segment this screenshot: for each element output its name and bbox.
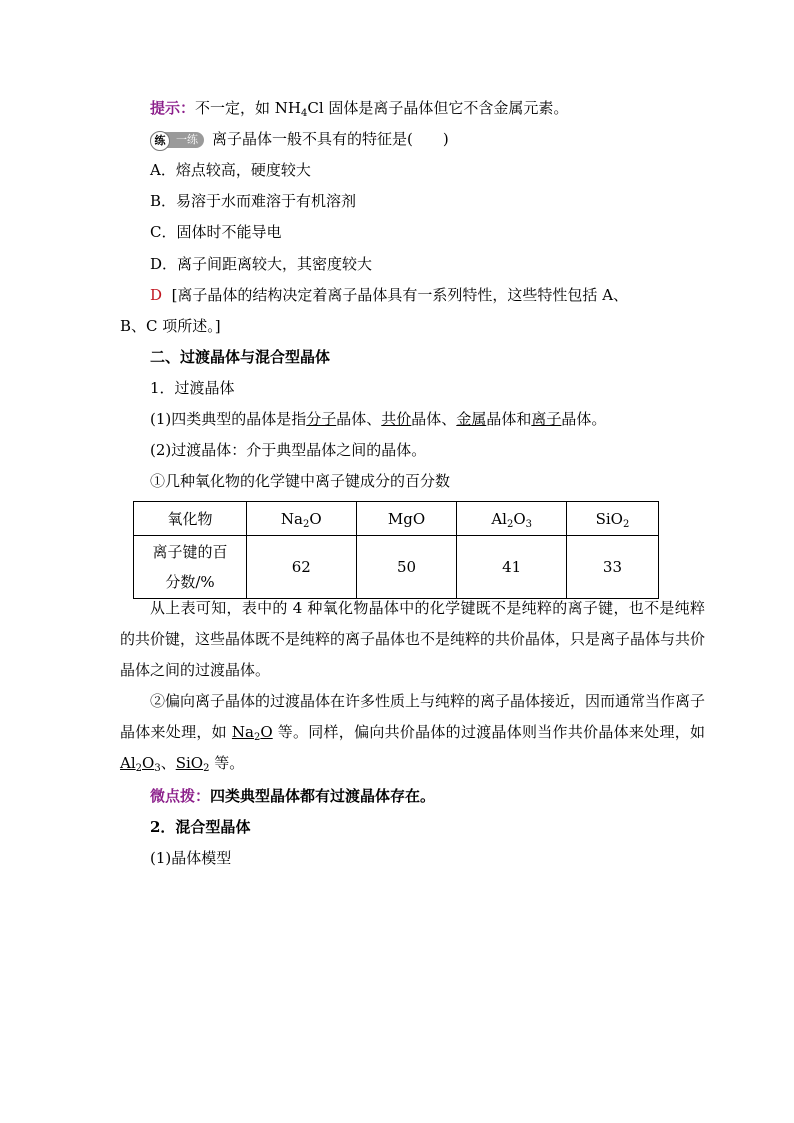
hint-text-b: Cl 固体是离子晶体但它不含金属元素。	[307, 99, 569, 117]
table-header-sio2: SiO$_2$	[566, 502, 658, 536]
practice-line	[150, 129, 449, 149]
oxide-table	[133, 501, 659, 599]
subheading-mixed: 2．混合型晶体	[150, 818, 251, 836]
table-header-row	[134, 502, 659, 536]
practice-badge	[150, 132, 204, 148]
practice-question: 离子晶体一般不具有的特征是( )	[212, 130, 449, 148]
table-row	[134, 536, 659, 599]
p1-text-c: 晶体、	[411, 410, 457, 428]
tip-label: 微点拨：	[150, 787, 211, 805]
table-cell-na2o: 62	[247, 536, 357, 599]
tip-text: 四类典型晶体都有过渡晶体存在。	[210, 787, 436, 805]
table-header-al2o3: $Al_2O_3$	[457, 502, 566, 536]
p1-underline-4: 离子	[531, 410, 562, 428]
hint-subscript: 4	[301, 108, 308, 119]
hint-line	[150, 98, 568, 118]
answer-letter: D	[150, 286, 163, 304]
p3-line: ①几种氧化物的化学键中离子键成分的百分数	[150, 472, 451, 490]
p1-line	[150, 409, 606, 429]
subheading-model: (1)晶体模型	[150, 849, 232, 867]
practice-badge-circle: 练	[150, 131, 170, 151]
hint-label: 提示：	[150, 99, 196, 117]
table-header-mgo: MgO	[356, 502, 457, 536]
option-d: D．离子间距离较大，其密度较大	[150, 255, 373, 273]
practice-badge-text: 一练	[176, 133, 198, 146]
section-heading: 二、过渡晶体与混合型晶体	[150, 348, 331, 366]
p1-underline-1: 分子	[306, 410, 337, 428]
p1-text-b: 晶体、	[336, 410, 382, 428]
p1-text-a: (1)四类典型的晶体是指	[150, 410, 307, 428]
option-b: B．易溶于水而难溶于有机溶剂	[150, 192, 357, 210]
paragraph-ionic-covalent: ②偏向离子晶体的过渡晶体在许多性质上与纯粹的离子晶体接近，因而通常当作离子晶体来处理，如 $Na_2O$ 等。同样，偏向共价晶体的过渡晶体则当作共价晶体来处理，如 $Al_2O_3$、SiO$_2$ 等。	[120, 692, 706, 774]
p1-underline-3: 金属	[456, 410, 487, 428]
p1-text-e: 晶体。	[561, 410, 607, 428]
tip-line	[150, 786, 435, 806]
table-header-na2o: $Na_2O$	[247, 502, 357, 536]
hint-text-a: 不一定，如 NH	[195, 99, 301, 117]
option-c: C．固体时不能导电	[150, 223, 282, 241]
table-row-label: 离子键的百 分数/%	[134, 536, 247, 599]
p1-text-d: 晶体和	[486, 410, 532, 428]
table-header-oxide: 氧化物	[134, 502, 247, 536]
subheading-transition: 1．过渡晶体	[150, 379, 235, 397]
table-cell-al2o3: 41	[457, 536, 566, 599]
answer-text-1: [离子晶体的结构决定着离子晶体具有一系列特性，这些特性包括 A、	[171, 286, 629, 304]
p1-underline-2: 共价	[381, 410, 412, 428]
table-cell-sio2: 33	[566, 536, 658, 599]
p2-line: (2)过渡晶体：介于典型晶体之间的晶体。	[150, 441, 427, 459]
answer-line-2: B、C 项所述。]	[120, 317, 221, 335]
answer-line-1	[150, 285, 628, 305]
option-a: A．熔点较高，硬度较大	[150, 161, 311, 179]
table-cell-mgo: 50	[356, 536, 457, 599]
paragraph-transition-explain: 从上表可知，表中的 4 种氧化物晶体中的化学键既不是纯粹的离子键，也不是纯粹的共价键，这些晶体既不是纯粹的离子晶体也不是纯粹的共价晶体，只是离子晶体与共价晶体之间的过渡晶体。	[120, 599, 706, 679]
